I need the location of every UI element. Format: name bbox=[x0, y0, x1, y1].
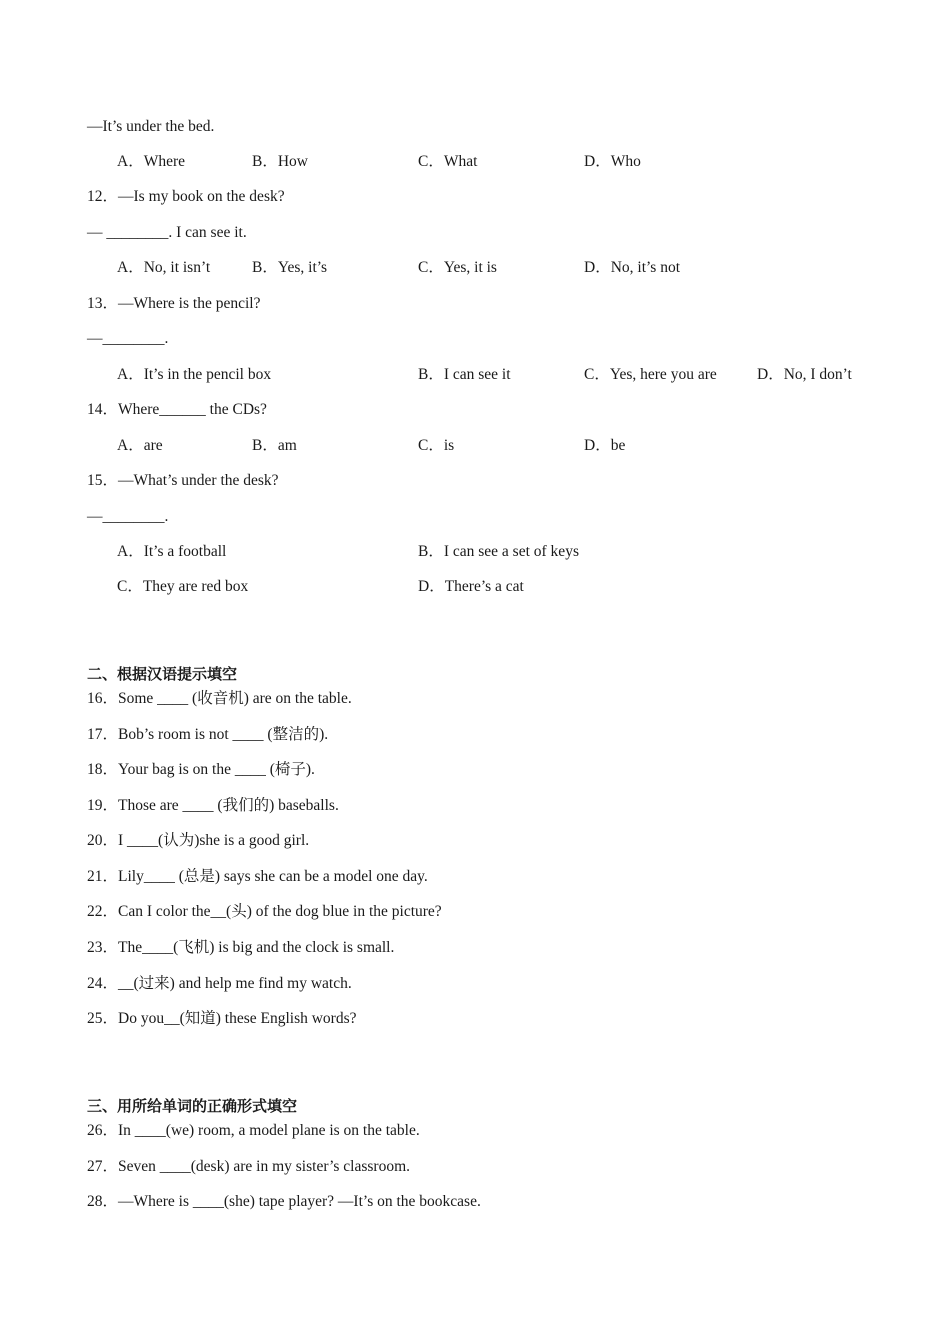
answer-line: — ________. I can see it. bbox=[87, 224, 247, 241]
option-d: D．No, I don’t bbox=[757, 366, 852, 383]
question-24: 24．__(过来) and help me find my watch. bbox=[87, 975, 352, 992]
question-18: 18．Your bag is on the ____ (椅子). bbox=[87, 761, 315, 778]
question-19: 19．Those are ____ (我们的) baseballs. bbox=[87, 797, 339, 814]
question-15: 15．—What’s under the desk? bbox=[87, 472, 279, 489]
option-c: C．Yes, here you are bbox=[584, 366, 717, 383]
option-a: A．It’s in the pencil box bbox=[117, 366, 272, 383]
question-13: 13．—Where is the pencil? bbox=[87, 295, 261, 312]
question-22: 22．Can I color the__(头) of the dog blue in the picture? bbox=[87, 903, 442, 920]
question-26: 26．In ____(we) room, a model plane is on the table. bbox=[87, 1122, 420, 1139]
option-c: C．Yes, it is bbox=[418, 259, 497, 276]
question-14: 14．Where______ the CDs? bbox=[87, 401, 267, 418]
question-16: 16．Some ____ (收音机) are on the table. bbox=[87, 690, 352, 707]
option-d: D．be bbox=[584, 437, 626, 454]
question-27: 27．Seven ____(desk) are in my sister’s classroom. bbox=[87, 1158, 411, 1175]
answer-line: —It’s under the bed. bbox=[87, 118, 215, 135]
option-a: A．It’s a football bbox=[117, 543, 227, 560]
option-c: C．is bbox=[418, 437, 455, 454]
question-17: 17．Bob’s room is not ____ (整洁的). bbox=[87, 726, 329, 743]
option-b: B．I can see a set of keys bbox=[418, 543, 579, 560]
question-28: 28．—Where is ____(she) tape player? —It’s on the bookcase. bbox=[87, 1193, 481, 1210]
question-25: 25．Do you__(知道) these English words? bbox=[87, 1010, 357, 1027]
option-b: B．I can see it bbox=[418, 366, 511, 383]
option-d: D．There’s a cat bbox=[418, 578, 524, 595]
answer-line: —________. bbox=[87, 508, 169, 525]
question-20: 20．I ____(认为)she is a good girl. bbox=[87, 832, 310, 849]
option-a: A．Where bbox=[117, 153, 185, 170]
question-12: 12．—Is my book on the desk? bbox=[87, 188, 285, 205]
section-heading-2: 二、根据汉语提示填空 bbox=[87, 665, 238, 683]
option-b: B．am bbox=[252, 437, 297, 454]
option-b: B．Yes, it’s bbox=[252, 259, 328, 276]
section-heading-3: 三、用所给单词的正确形式填空 bbox=[87, 1097, 298, 1115]
option-d: D．Who bbox=[584, 153, 641, 170]
option-c: C．They are red box bbox=[117, 578, 249, 595]
option-c: C．What bbox=[418, 153, 478, 170]
option-b: B．How bbox=[252, 153, 308, 170]
answer-line: —________. bbox=[87, 330, 169, 347]
question-21: 21．Lily____ (总是) says she can be a model one day. bbox=[87, 868, 428, 885]
question-23: 23．The____(飞机) is big and the clock is small. bbox=[87, 939, 395, 956]
option-a: A．are bbox=[117, 437, 163, 454]
option-a: A．No, it isn’t bbox=[117, 259, 211, 276]
option-d: D．No, it’s not bbox=[584, 259, 681, 276]
